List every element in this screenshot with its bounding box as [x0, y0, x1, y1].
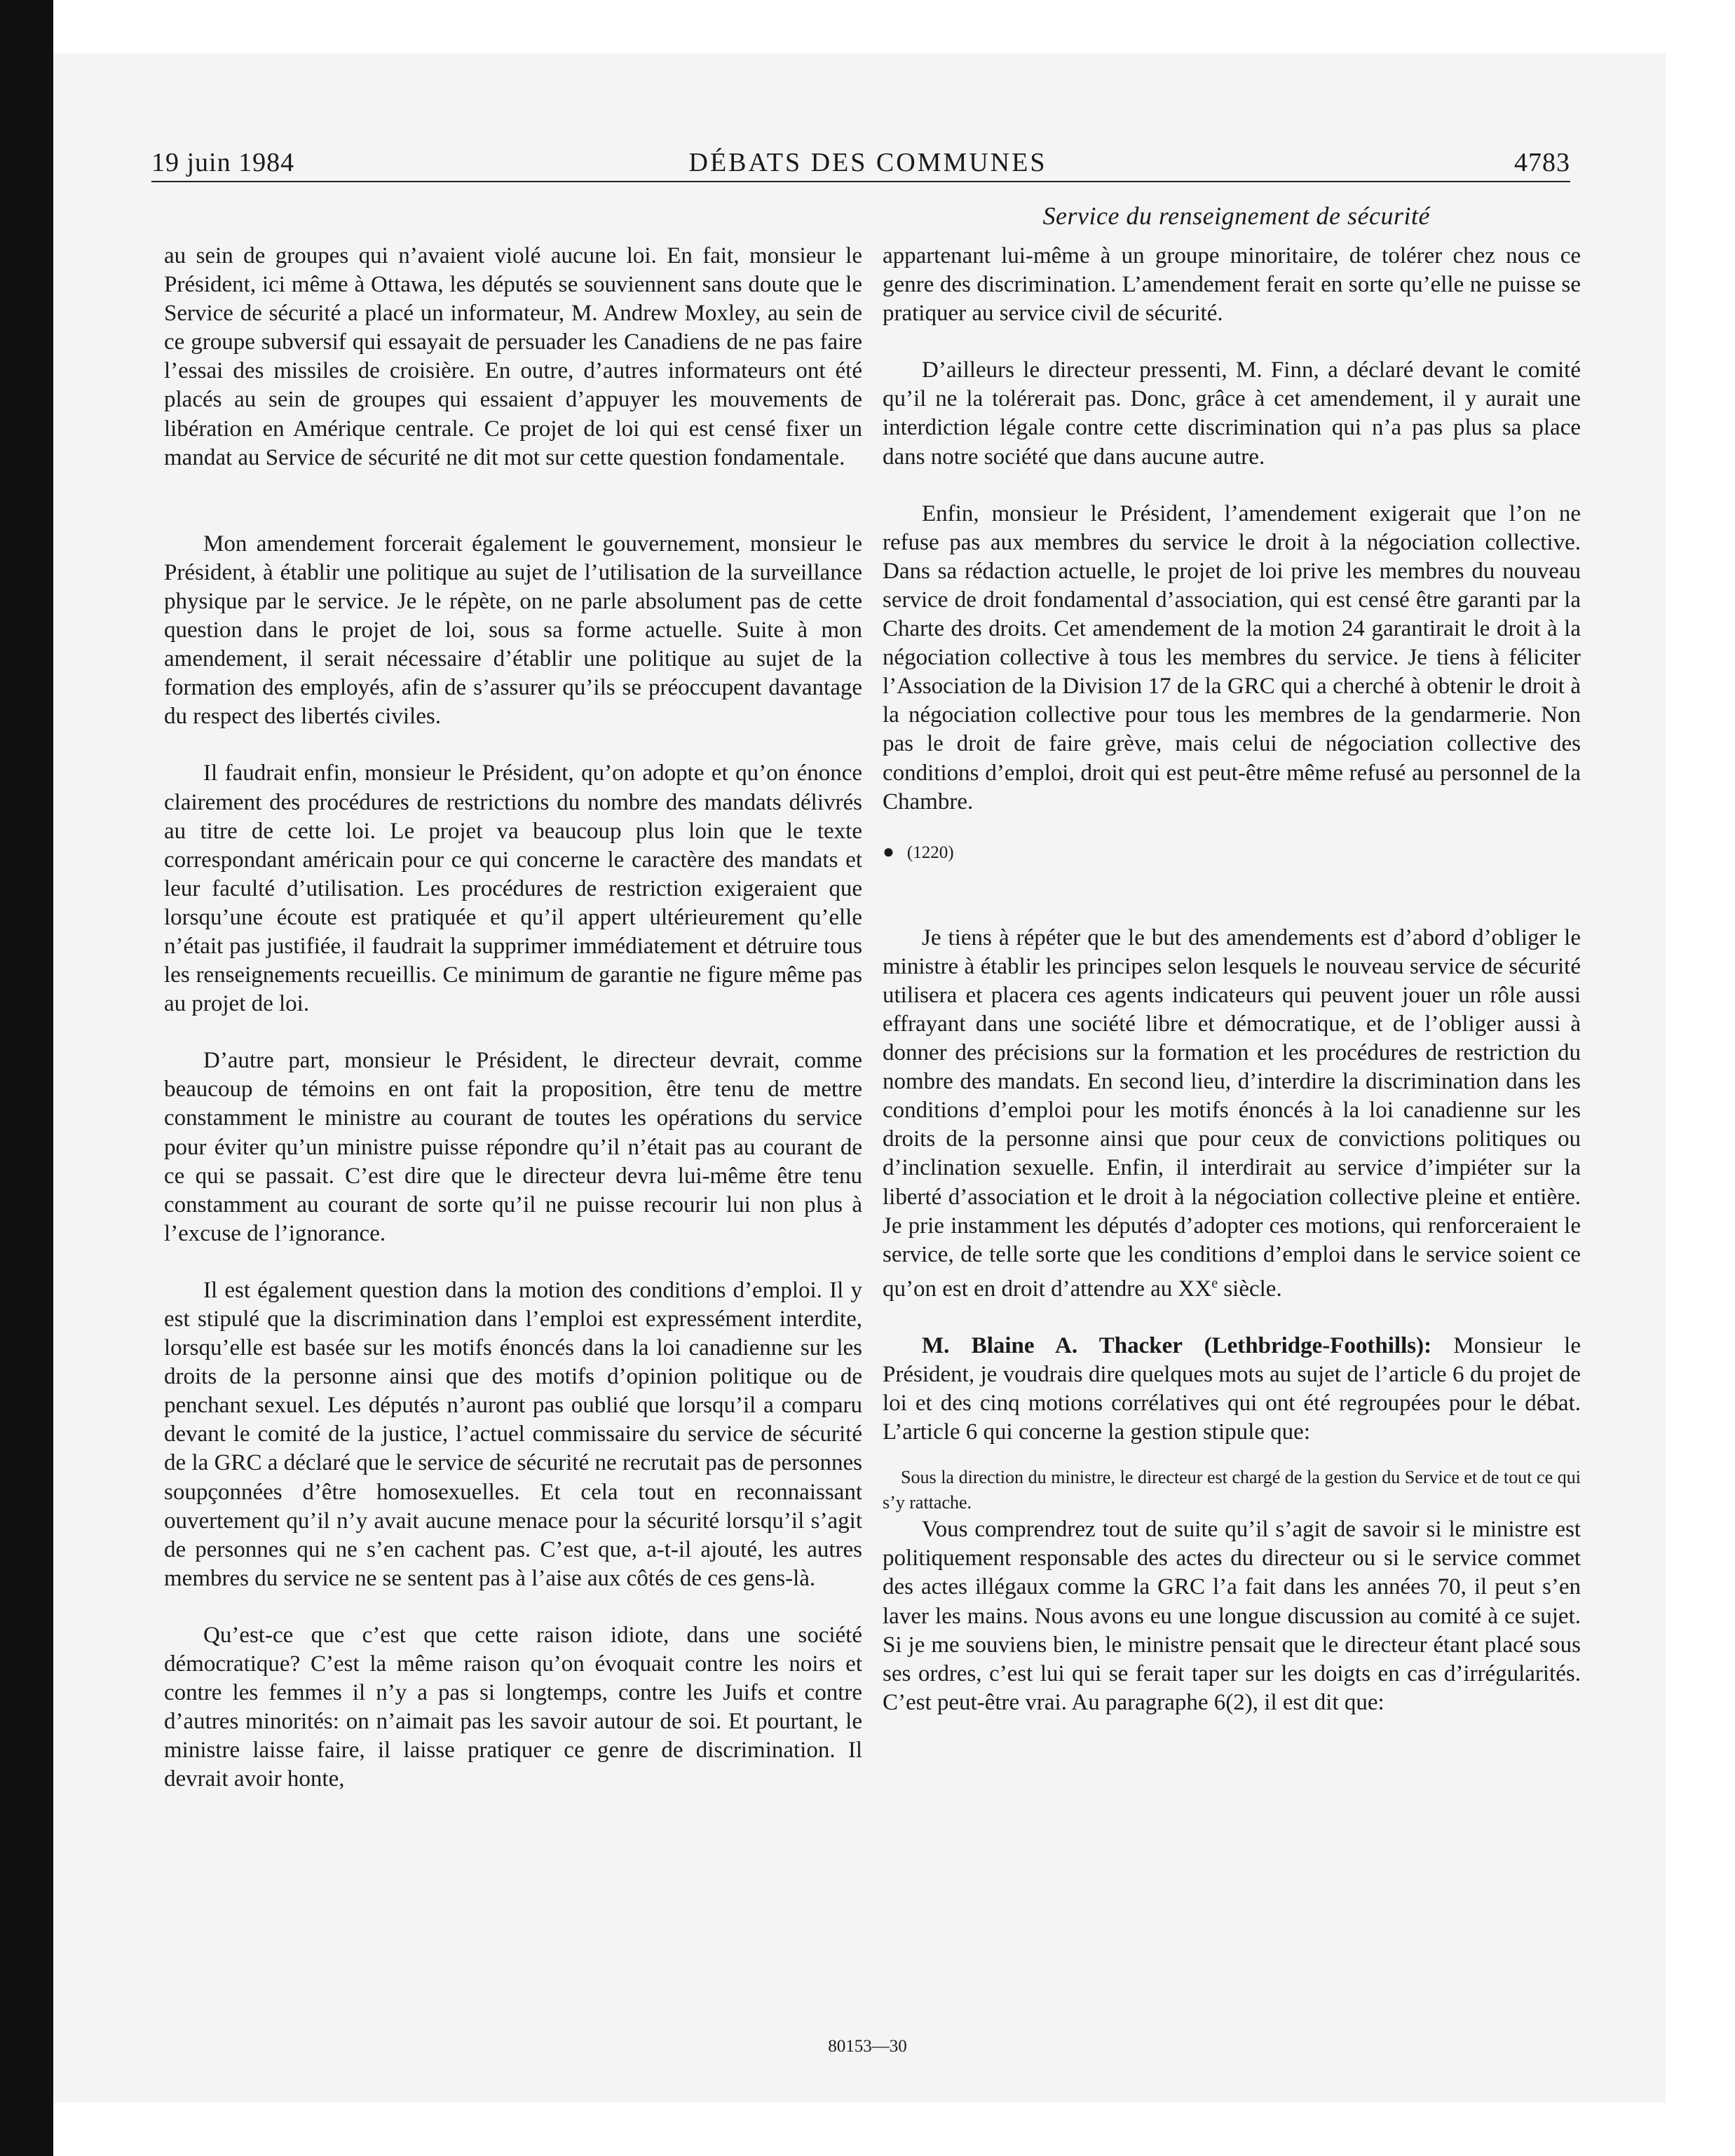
paragraph: [883, 1332, 1581, 1447]
paragraph: D’autre part, monsieur le Président, le directeur devrait, comme beaucoup de témoins en ont fait la proposition, être tenu de mettre constamment le ministre au courant de toutes les opérations du service pour éviter qu’un ministre puisse répondre qu’il n’était pas au courant de ce qui se passait. C’est dire que le directeur devra lui-même être tenu constamment au courant de sorte qu’il ne puisse recourir lui non plus à l’excuse de l’ignorance.: [164, 1048, 862, 1246]
time-marker-label: (1220): [906, 842, 954, 862]
header-date: 19 juin 1984: [151, 148, 295, 177]
paragraph: au sein de groupes qui n’avaient violé aucune loi. En fait, monsieur le Président, ici même à Ottawa, les députés se souviennent sans doute que le Service de sécurité a placé un informateur, M. Andrew Moxley, au sein de ce groupe subversif qui essayait de persuader les Canadiens de ne pas faire l’essai des missiles de croisière. En outre, d’autres informateurs ont été placés au sein de groupes qui essaient d’appuyer les mouvements de libération en Amérique centrale. Ce projet de loi qui est censé fixer un mandat au Service de sécurité ne dit mot sur cette question fondamentale.: [164, 243, 862, 470]
paragraph: Mon amendement forcerait également le gouvernement, monsieur le Président, à établir une politique au sujet de l’utilisation de la surveillance physique par le service. Je le répète, on ne parle absolument pas de cette question dans le projet de loi, sous sa forme actuelle. Suite à mon amendement, il serait nécessaire d’établir une politique au sujet de la formation des employés, afin de s’assurer qu’ils se préoccupent davantage du respect des libertés civiles.: [164, 531, 862, 730]
paragraph: Il faudrait enfin, monsieur le Président, qu’on adopte et qu’on énonce clairement des procédures de restrictions du nombre des mandats délivrés au titre de cette loi. Le projet va beaucoup plus loin que le texte correspondant américain pour ce qui concerne le caractère des mandats et leur faculté d’utilisation. Les procédures de restriction exigeraient que lorsqu’une écoute est pratiquée et qu’il appert ultérieurement qu’elle n’était pas justifiée, il faudrait la supprimer immédiatement et détruire tous les renseignements recueillis. Ce minimum de garantie ne figure même pas au projet de loi.: [164, 760, 862, 1017]
superscript: e: [1211, 1275, 1218, 1291]
right-column: [883, 242, 1581, 1717]
paragraph: Qu’est-ce que c’est que cette raison idiote, dans une société démocratique? C’est la même raison qu’on évoquait contre les noirs et contre les femmes il n’y a pas si longtemps, contre les Juifs et contre d’autres minorités: on n’aimait pas les savoir autour de soi. Et pourtant, le ministre laisse faire, il laisse pratiquer ce genre de discrimination. Il devrait avoir honte,: [164, 1622, 862, 1792]
paragraph-text: Monsieur le Président, je voudrais dire quelques mots au sujet de l’article 6 du projet de loi et des cinq motions corrélatives qui ont été regroupées pour le débat. L’article 6 qui concerne la gestion stipule que:: [883, 1332, 1581, 1445]
block-quote: Sous la direction du ministre, le directeur est chargé de la gestion du Service et de tout ce qui s’y rattache.: [883, 1467, 1581, 1513]
speaker-name: M. Blaine A. Thacker (Lethbridge-Foothills):: [922, 1332, 1432, 1358]
header-title: DÉBATS DES COMMUNES: [688, 148, 1047, 177]
time-marker: [883, 842, 1581, 864]
page-number: 4783: [1514, 148, 1570, 177]
paragraph-text: Je tiens à répéter que le but des amendements est d’abord d’obliger le ministre à établir les principes selon lesquels le nouveau service de sécurité utilisera et placera ces agents indicateurs qui peuvent jouer un rôle aussi effrayant dans une société libre et démocratique, et de l’obliger aussi à donner des précisions sur la formation et les procédures de restriction du nombre des mandats. En second lieu, d’interdire la discrimination dans les conditions d’emploi pour les motifs énoncés à la loi canadienne sur les droits de la personne ainsi que pour ceux de convictions politiques ou d’inclination sexuelle. Enfin, il interdirait au service d’impiéter sur la liberté d’association et le droit à la négociation collective pleine et entière. Je prie instamment les députés d’adopter ces motions, qui renforceraient le service, de telle sorte que les conditions d’emploi dans le service soient ce qu’on est en droit d’attendre au XX: [883, 925, 1581, 1302]
paragraph-text-end: siècle.: [1218, 1276, 1282, 1302]
header-rule: [151, 181, 1570, 182]
left-column: [164, 242, 862, 1794]
footer-code: 80153—30: [828, 2037, 907, 2056]
scan-edge: [0, 0, 53, 2156]
paragraph: D’ailleurs le directeur pressenti, M. Finn, a déclaré devant le comité qu’il ne la tolérerait pas. Donc, grâce à cet amendement, il y aurait une interdiction légale contre cette discrimination qui n’a pas plus sa place dans notre société que dans aucune autre.: [883, 357, 1581, 470]
paragraph: Enfin, monsieur le Président, l’amendement exigerait que l’on ne refuse pas aux membres du service le droit à la négociation collective. Dans sa rédaction actuelle, le projet de loi prive les membres du nouveau service de droit fondamental d’association, qui est censé être garanti par la Charte des droits. Cet amendement de la motion 24 garantirait le droit à la négociation collective à tous les membres du service. Je tiens à féliciter l’Association de la Division 17 de la GRC qui a cherché à obtenir le droit à la négociation collective pour tous les membres de la gendarmerie. Non pas le droit de faire grève, mais celui de négociation collective des conditions d’emploi, droit qui est peut-être même refusé au personnel de la Chambre.: [883, 500, 1581, 814]
paragraph: [883, 924, 1581, 1304]
paragraph: Vous comprendrez tout de suite qu’il s’agit de savoir si le ministre est politiquement responsable des actes du directeur ou si le service commet des actes illégaux comme la GRC l’a fait dans les années 70, il peut s’en laver les mains. Nous avons eu une longue discussion au comité à ce sujet. Si je me souviens bien, le ministre pensait que le directeur étant placé sous ses ordres, c’est lui qui se ferait taper sur les doigts en cas d’irrégularités. C’est peut-être vrai. Au paragraphe 6(2), il est dit que:: [883, 1517, 1581, 1715]
paragraph: appartenant lui-même à un groupe minoritaire, de tolérer chez nous ce genre des discrimination. L’amendement ferait en sorte qu’elle ne puisse se pratiquer au service civil de sécurité.: [883, 243, 1581, 327]
bullet-icon: ●: [883, 840, 894, 863]
paragraph: Il est également question dans la motion des conditions d’emploi. Il y est stipulé que la discrimination dans l’emploi est expressément interdite, lorsqu’elle est basée sur les motifs énoncés dans la loi canadienne sur les droits de la personne ainsi que des motifs d’opinion politique ou de penchant sexuel. Les députés n’auront pas oublié que lorsqu’il a comparu devant le comité de la justice, l’actuel commissaire du service de sécurité de la GRC a déclaré que le service de sécurité ne recrutait pas de personnes soupçonnées d’être homosexuelles. Et cela tout en reconnaissant ouvertement qu’il n’y avait aucune menace pour la sécurité lorsqu’il s’agit de personnes qui ne s’en cachent pas. C’est que, a-t-il ajouté, les autres membres du service ne se sentent pas à l’aise aux côtés de ces gens-là.: [164, 1277, 862, 1591]
running-head: Service du renseignement de sécurité: [1042, 202, 1430, 230]
